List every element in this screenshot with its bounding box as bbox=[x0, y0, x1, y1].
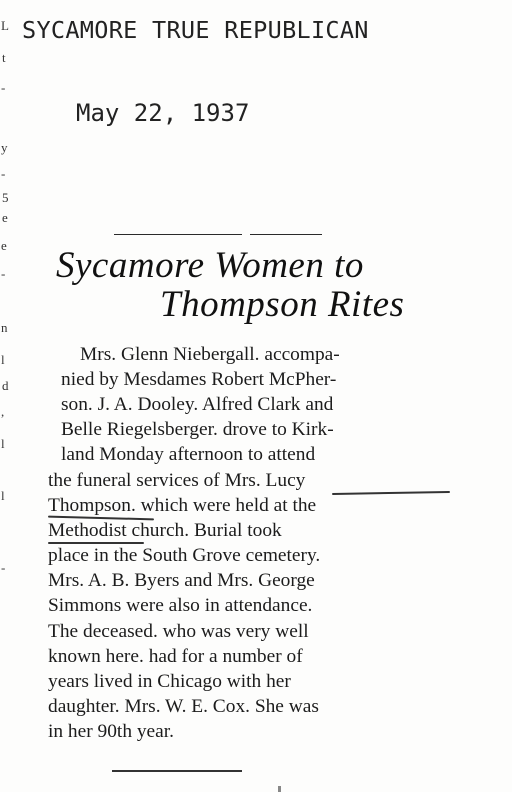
article-line: son. J. A. Dooley. Alfred Clark and bbox=[61, 394, 334, 415]
margin-fragment: t bbox=[2, 50, 6, 65]
margin-fragment: l bbox=[1, 352, 5, 367]
margin-fragment: e bbox=[2, 210, 8, 225]
headline-line-2: Thompson Rites bbox=[160, 284, 405, 325]
article-line: Mrs. A. B. Byers and Mrs. George bbox=[48, 570, 315, 591]
article-line: nied by Mesdames Robert McPher- bbox=[61, 369, 337, 390]
article-line: in her 90th year. bbox=[48, 721, 175, 742]
top-rule-left bbox=[114, 234, 242, 235]
article-line: known here. had for a number of bbox=[48, 646, 303, 667]
bottom-mark bbox=[278, 786, 281, 792]
article-line: The deceased. who was very well bbox=[48, 621, 309, 642]
margin-fragment: d bbox=[2, 378, 9, 393]
article-line: land Monday afternoon to attend bbox=[61, 444, 316, 465]
article-line: Mrs. Glenn Niebergall. accompa- bbox=[80, 344, 340, 365]
article-line: Belle Riegelsberger. drove to Kirk- bbox=[61, 419, 334, 440]
margin-fragment: l bbox=[1, 488, 5, 503]
article-line: daughter. Mrs. W. E. Cox. She was bbox=[48, 696, 319, 717]
article-line: place in the South Grove cemetery. bbox=[48, 545, 321, 566]
article-line: Simmons were also in attendance. bbox=[48, 595, 313, 616]
margin-fragment: L bbox=[1, 18, 9, 33]
margin-fragment: n bbox=[1, 320, 8, 335]
margin-fragment: - bbox=[1, 166, 6, 181]
newspaper-masthead: SYCAMORE TRUE REPUBLICAN bbox=[22, 16, 369, 44]
margin-fragment: - bbox=[1, 266, 6, 281]
margin-fragment: - bbox=[1, 80, 6, 95]
margin-fragment: e bbox=[1, 238, 7, 253]
margin-fragment: l bbox=[1, 436, 5, 451]
adjacent-column-edge bbox=[0, 0, 20, 792]
pencil-underline-name bbox=[332, 491, 450, 495]
margin-fragment: - bbox=[1, 560, 6, 575]
article-line: Thompson. which were held at the bbox=[48, 495, 317, 516]
publication-date: May 22, 1937 bbox=[76, 99, 250, 127]
bottom-rule bbox=[112, 770, 242, 772]
article-line: years lived in Chicago with her bbox=[48, 671, 291, 692]
headline-line-1: Sycamore Women to bbox=[56, 245, 364, 286]
margin-fragment: , bbox=[1, 404, 5, 419]
top-rule-right bbox=[250, 234, 322, 235]
margin-fragment: 5 bbox=[2, 190, 9, 205]
margin-fragment: y bbox=[1, 140, 8, 155]
article-line: the funeral services of Mrs. Lucy bbox=[48, 470, 306, 491]
article-line: Methodist church. Burial took bbox=[48, 520, 282, 541]
pencil-underline-church bbox=[48, 542, 144, 544]
